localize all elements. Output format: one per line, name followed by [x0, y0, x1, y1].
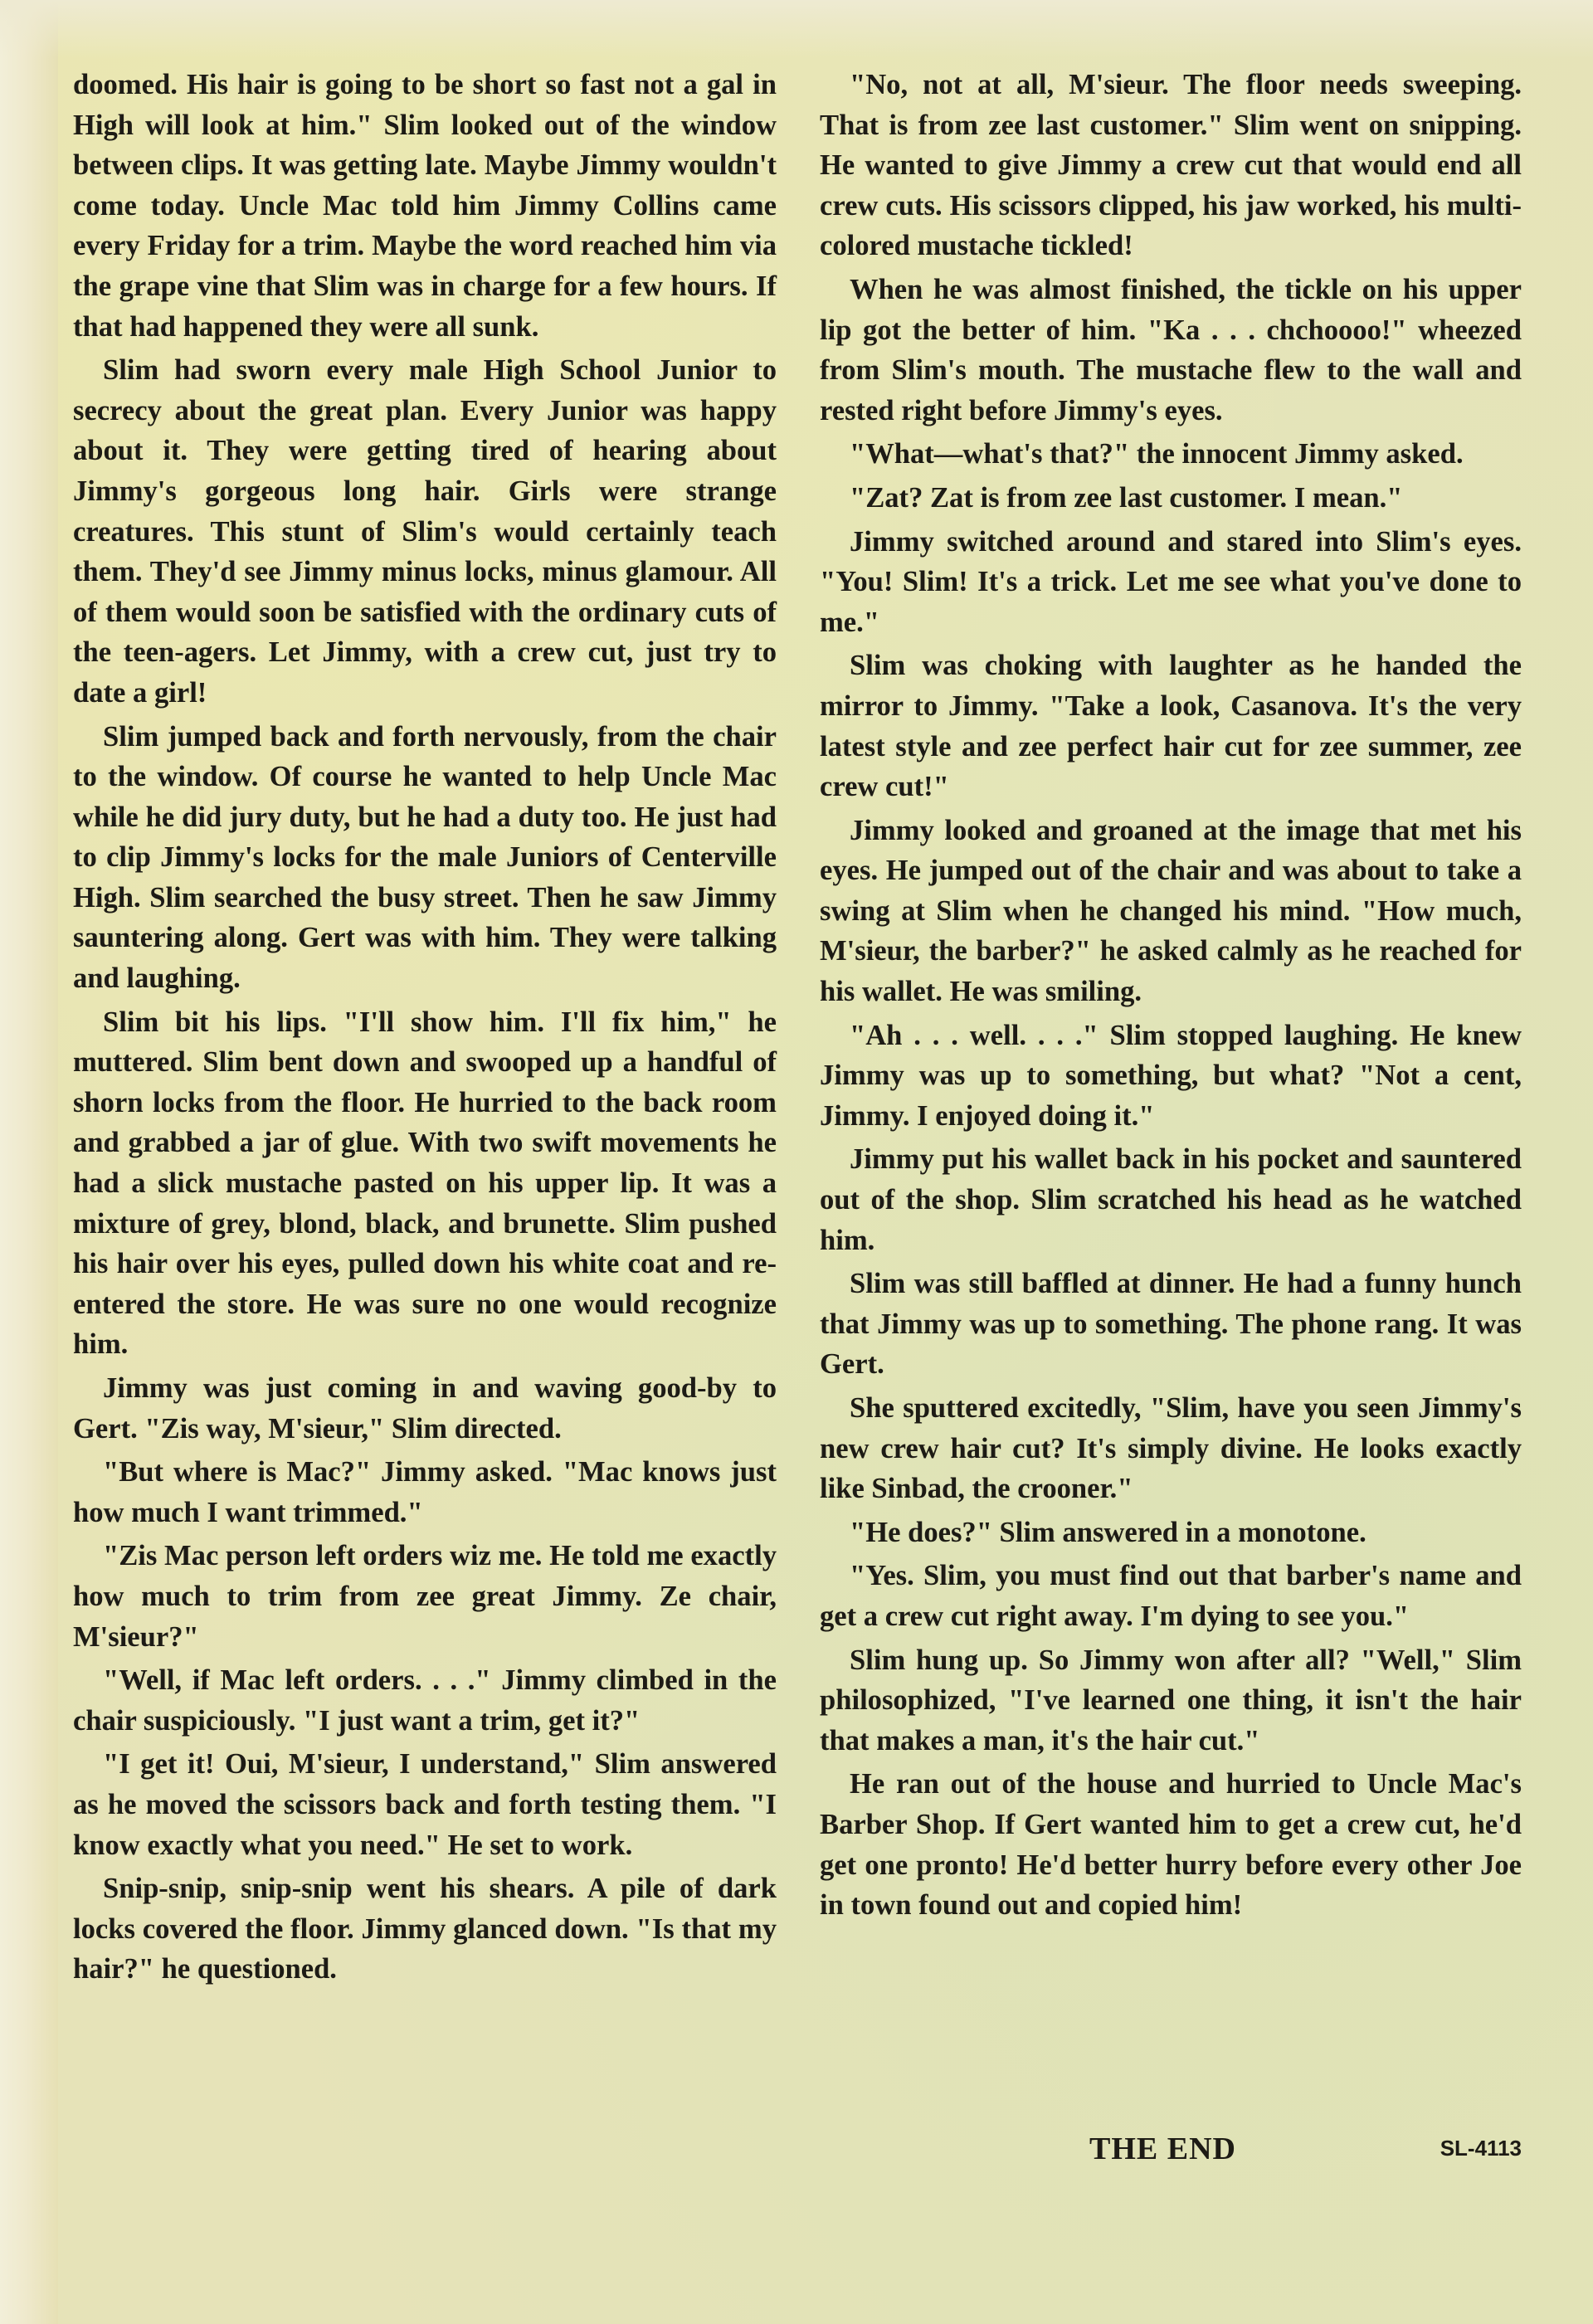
paragraph: "I get it! Oui, M'sieur, I understand," Slim answered as he moved the scissors back and forth testing them. "I know exactly what you need." He set to work. [73, 1748, 777, 1861]
paragraph: Slim was choking with laughter as he handed the mirror to Jimmy. "Take a look, Casanova. It's the very latest style and zee perfect hair cut for zee summer, zee crew cut!" [820, 650, 1522, 803]
paragraph: Jimmy switched around and stared into Slim's eyes. "You! Slim! It's a trick. Let me see what you've done to me." [820, 525, 1522, 638]
paragraph: "Zis Mac person left orders wiz me. He told me exactly how much to trim from zee great Jimmy. Ze chair, M'sieur?" [73, 1540, 777, 1653]
paper-left-edge [0, 0, 58, 2324]
paragraph: When he was almost finished, the tickle on his upper lip got the better of him. "Ka . . . chchoooo!" wheezed from Slim's mouth. The mustache flew to the wall and rested right before Jimmy's eyes. [820, 273, 1522, 426]
left-text-column [73, 65, 777, 1993]
paragraph: "But where is Mac?" Jimmy asked. "Mac knows just how much I want trimmed." [73, 1456, 777, 1528]
paragraph: "Ah . . . well. . . ." Slim stopped laughing. He knew Jimmy was up to something, but what? "Not a cent, Jimmy. I enjoyed doing it." [820, 1019, 1522, 1132]
paragraph: "Well, if Mac left orders. . . ." Jimmy climbed in the chair suspiciously. "I just want a trim, get it?" [73, 1664, 777, 1737]
paragraph: "He does?" Slim answered in a monotone. [850, 1516, 1366, 1548]
story-footer [820, 2131, 1522, 2174]
paragraph: Jimmy looked and groaned at the image that met his eyes. He jumped out of the chair and was about to take a swing at Slim when he changed his mind. "How much, M'sieur, the barber?" he asked calmly as he reached for his wallet. He was smiling. [820, 814, 1522, 1008]
paragraph: Slim hung up. So Jimmy won after all? "Well," Slim philosophized, "I've learned one thing, it isn't the hair that makes a man, it's the hair cut." [820, 1644, 1522, 1756]
paragraph: Jimmy put his wallet back in his pocket and sauntered out of the shop. Slim scratched his head as he watched him. [820, 1143, 1522, 1256]
paragraph: She sputtered excitedly, "Slim, have you seen Jimmy's new crew hair cut? It's simply divine. He looks exactly like Sinbad, the crooner." [820, 1392, 1522, 1505]
paper-top-edge [0, 0, 1593, 58]
paragraph: "Yes. Slim, you must find out that barber's name and get a crew cut right away. I'm dying to see you." [820, 1560, 1522, 1632]
paragraph: "Zat? Zat is from zee last customer. I mean." [850, 481, 1403, 514]
paragraph: Snip-snip, snip-snip went his shears. A pile of dark locks covered the floor. Jimmy glanced down. "Is that my hair?" he questioned. [73, 1873, 777, 1985]
paragraph: Slim jumped back and forth nervously, from the chair to the window. Of course he wanted to help Uncle Mac while he did jury duty, but he had a duty too. He just had to clip Jimmy's locks for the male Juniors of Centerville High. Slim searched the busy street. Then he saw Jimmy sauntering along. Gert was with him. They were talking and laughing. [73, 720, 777, 995]
paragraph: doomed. His hair is going to be short so fast not a gal in High will look at him." Slim looked out of the window between clips. It was getting late. Maybe Jimmy wouldn't come today. Uncle Mac told him Jimmy Collins came every Friday for a trim. Maybe the word reached him via the grape vine that Slim was in charge for a few hours. If that had happened they were all sunk. [73, 69, 777, 343]
right-text-column [820, 65, 1522, 1929]
paragraph: Slim bit his lips. "I'll show him. I'll fix him," he muttered. Slim bent down and swooped up a handful of shorn locks from the floor. He hurried to the back room and grabbed a jar of glue. With two swift movements he had a slick mustache pasted on his upper lip. It was a mixture of grey, blond, black, and brunette. Slim pushed his hair over his eyes, pulled down his white coat and re-entered the store. He was sure no one would recognize him. [73, 1006, 777, 1361]
paragraph: Slim had sworn every male High School Junior to secrecy about the great plan. Every Junior was happy about it. They were getting tired of hearing about Jimmy's gorgeous long hair. Girls were strange creatures. This stunt of Slim's would certainly teach them. They'd see Jimmy minus locks, minus glamour. All of them would soon be satisfied with the ordinary cuts of the teen-agers. Let Jimmy, with a crew cut, just try to date a girl! [73, 354, 777, 709]
paragraph: "No, not at all, M'sieur. The floor needs sweeping. That is from zee last customer." Slim went on snipping. He wanted to give Jimmy a crew cut that would end all crew cuts. His scissors clipped, his jaw worked, his multi-colored mustache tickled! [820, 69, 1522, 262]
the-end-label: THE END [1089, 2132, 1236, 2166]
paragraph: Slim was still baffled at dinner. He had a funny hunch that Jimmy was up to something. The phone rang. It was Gert. [820, 1268, 1522, 1381]
paragraph: "What—what's that?" the innocent Jimmy asked. [850, 438, 1464, 470]
page-code: SL-4113 [1440, 2136, 1522, 2161]
paragraph: Jimmy was just coming in and waving good-by to Gert. "Zis way, M'sieur," Slim directed. [73, 1372, 777, 1445]
paragraph: He ran out of the house and hurried to Uncle Mac's Barber Shop. If Gert wanted him to get a crew cut, he'd get one pronto! He'd better hurry before every other Joe in town found out and copied him! [820, 1768, 1522, 1922]
